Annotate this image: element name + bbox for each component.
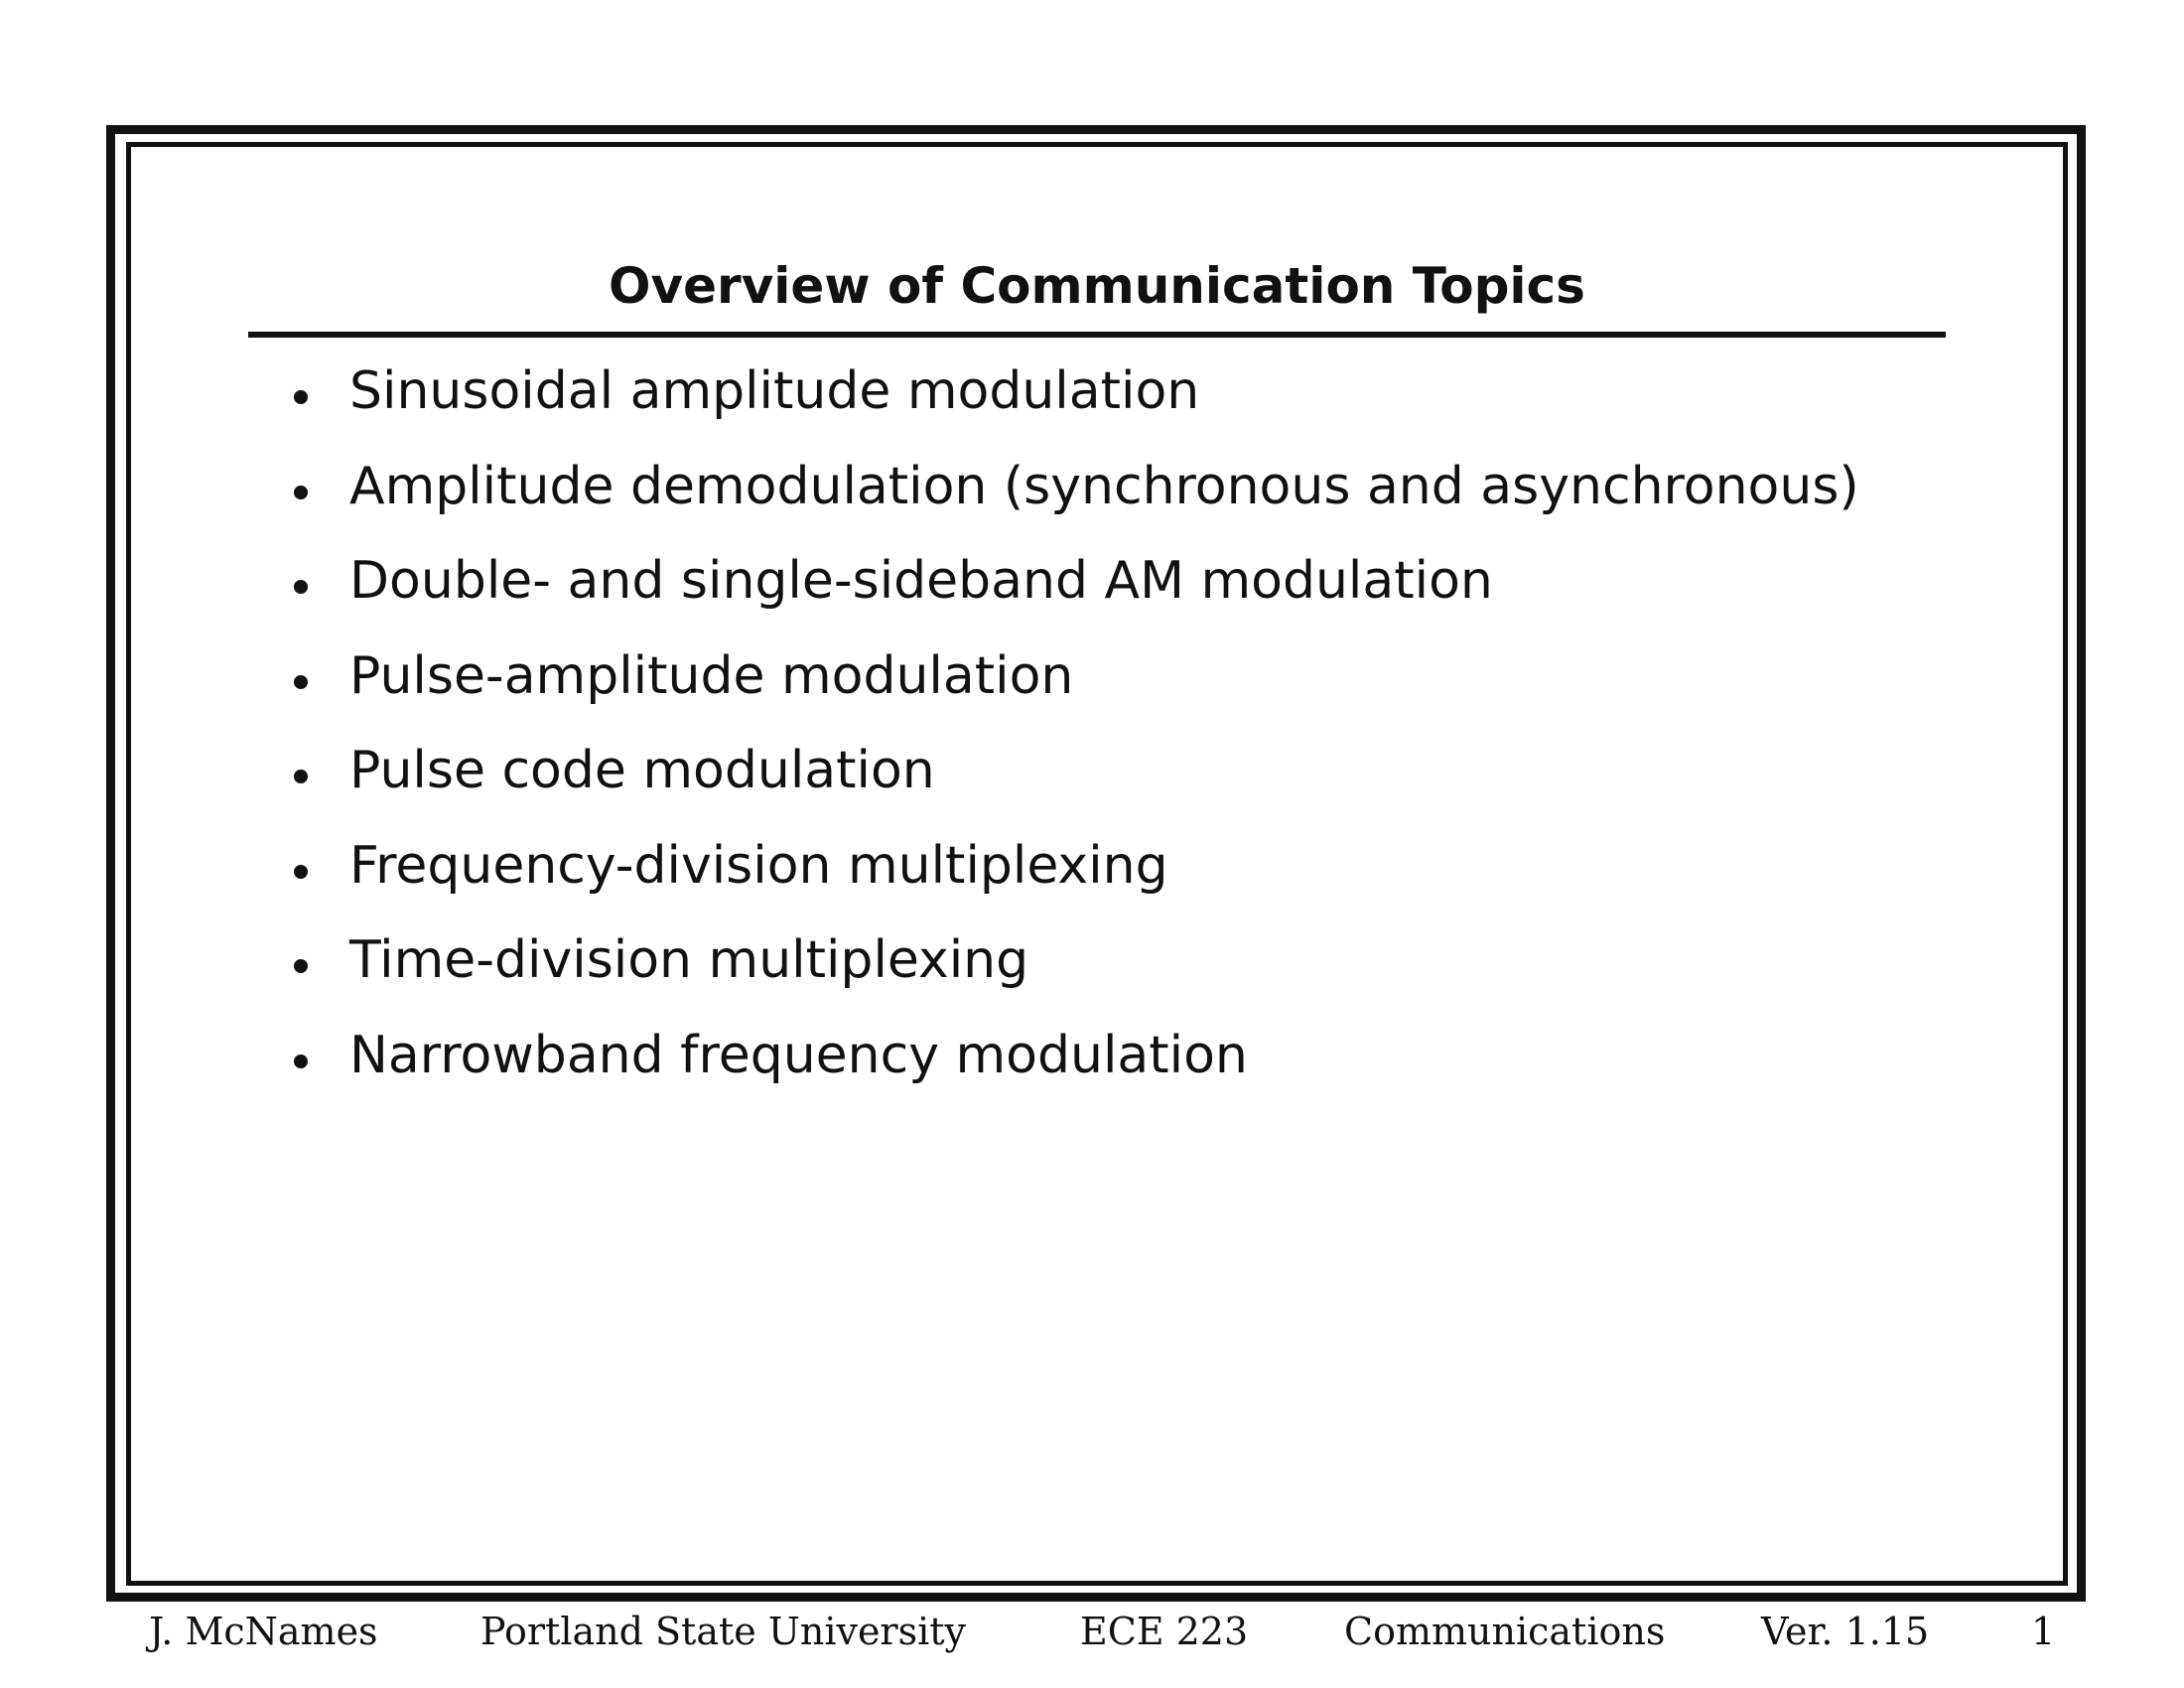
list-item-text: Pulse-amplitude modulation bbox=[349, 645, 1074, 706]
footer-version: Ver. 1.15 bbox=[1761, 1610, 1930, 1653]
list-item bbox=[294, 739, 1859, 834]
list-item-text: Pulse code modulation bbox=[349, 741, 935, 800]
list-item-text: Narrowband frequency modulation bbox=[349, 1025, 1248, 1085]
bullet-icon bbox=[294, 580, 308, 594]
list-item bbox=[294, 549, 1859, 644]
bullet-icon bbox=[294, 486, 308, 499]
list-item-text: Sinusoidal amplitude modulation bbox=[349, 361, 1200, 421]
list-item bbox=[294, 834, 1859, 929]
title-underline bbox=[248, 332, 1946, 338]
list-item bbox=[294, 455, 1859, 550]
bullet-icon bbox=[294, 675, 308, 689]
list-item-text: Amplitude demodulation (synchronous and asynchronous) bbox=[349, 456, 1859, 516]
bullet-icon bbox=[294, 959, 308, 973]
list-item-text: Double- and single-sideband AM modulation bbox=[349, 551, 1493, 611]
list-item bbox=[294, 928, 1859, 1024]
list-item bbox=[294, 644, 1859, 740]
footer-topic: Communications bbox=[1344, 1610, 1666, 1653]
bullet-icon bbox=[294, 1055, 308, 1068]
bullet-icon bbox=[294, 865, 308, 879]
bullet-icon bbox=[294, 390, 308, 404]
footer-author: J. McNames bbox=[149, 1610, 378, 1653]
list-item-text: Frequency-division multiplexing bbox=[349, 835, 1168, 896]
list-item bbox=[294, 359, 1859, 455]
slide-footer bbox=[0, 1607, 2184, 1656]
bullet-icon bbox=[294, 770, 308, 783]
footer-page-number: 1 bbox=[2031, 1610, 2056, 1653]
topic-list bbox=[294, 359, 1859, 1118]
list-item-text: Time-division multiplexing bbox=[349, 930, 1029, 990]
footer-course: ECE 223 bbox=[1080, 1610, 1249, 1653]
list-item bbox=[294, 1024, 1859, 1119]
footer-institution: Portland State University bbox=[480, 1610, 966, 1653]
slide-title: Overview of Communication Topics bbox=[609, 257, 1585, 315]
